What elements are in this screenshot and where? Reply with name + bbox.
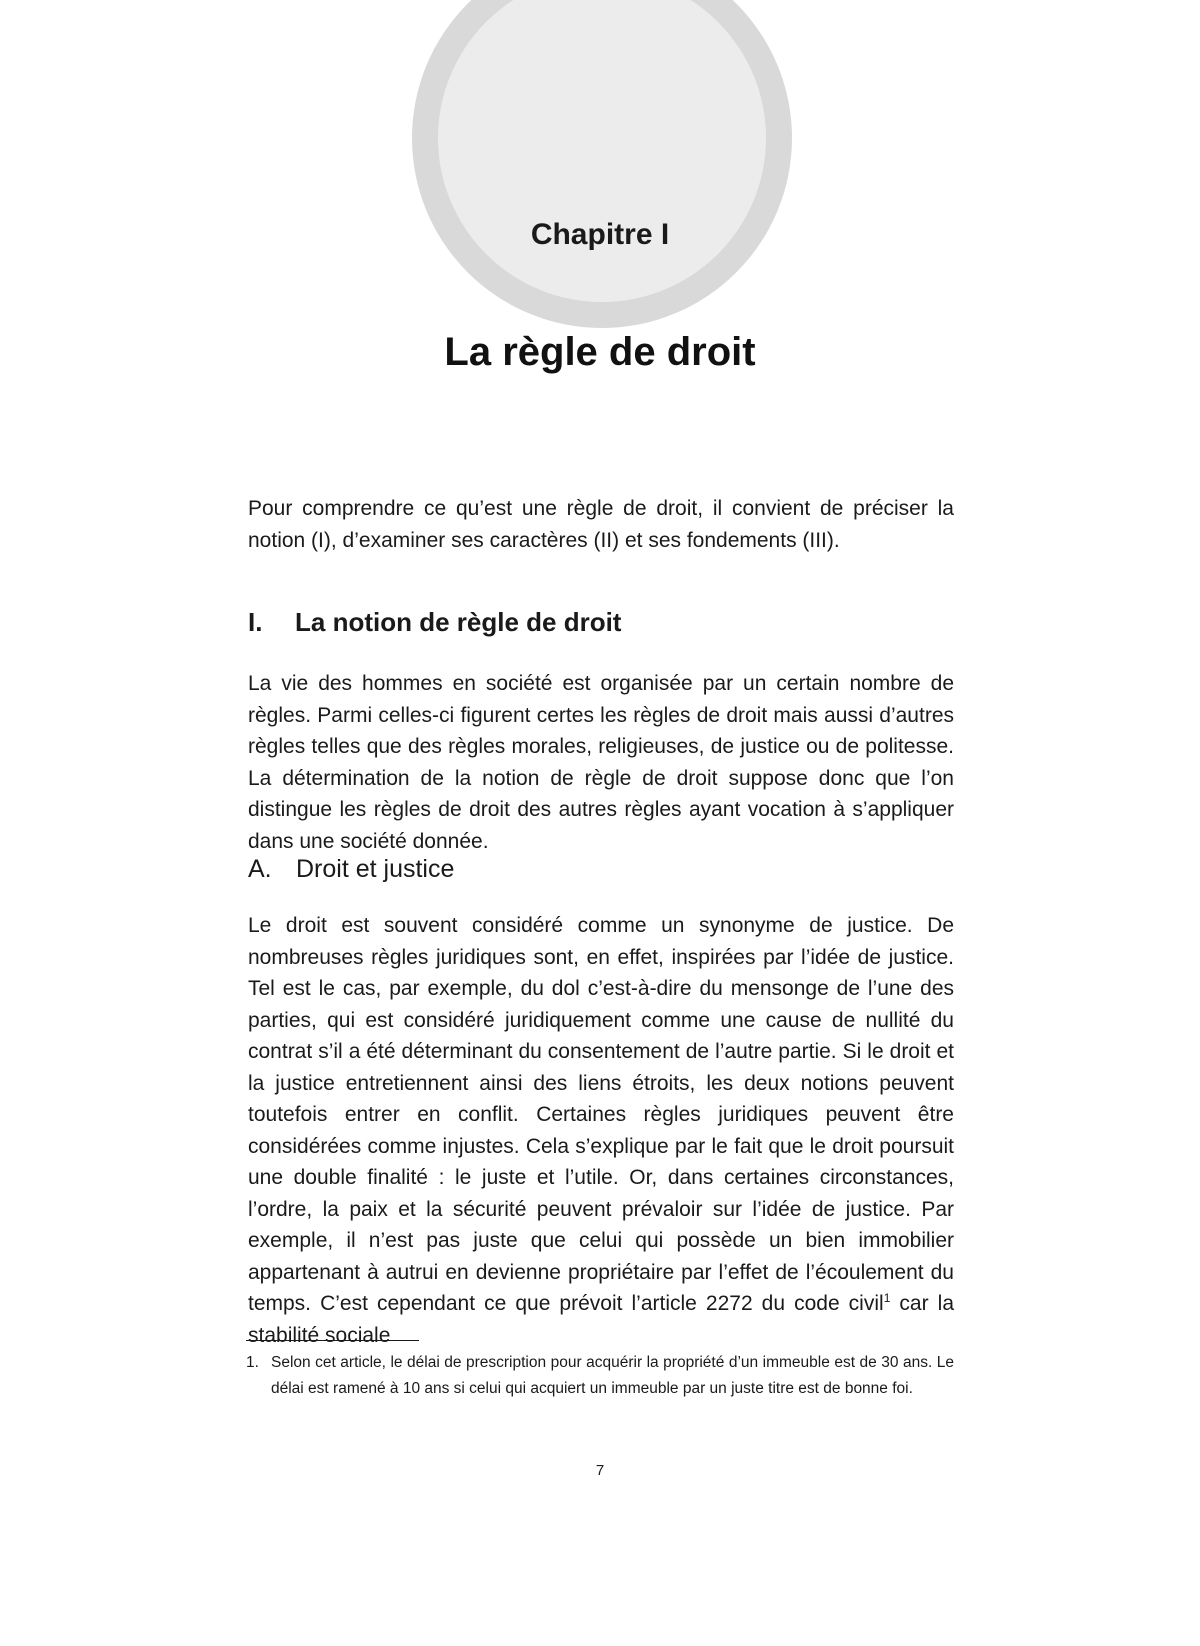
chapter-label: Chapitre I: [530, 218, 670, 251]
paragraph-text: Le droit est souvent considéré comme un synonyme de justice. De nombreuses règles juridiques sont, en effet, inspirées par l’idée de justice. Tel est le cas, par exemple, du dol c’est-à-dire du mensonge de l’une des parties, qui est considéré juridiquement comme une cause de nullité du contrat s’il a été déterminant du consentement de l’autre partie. Si le droit et la justice entretiennent ainsi des liens étroits, les deux notions peuvent toutefois entrer en conflit. Certaines règles juridiques peuvent être considérées comme injustes. Cela s’explique par le fait que le droit poursuit une double finalité : le juste et l’utile. Or, dans certaines circonstances, l’ordre, la paix et la sécurité peuvent prévaloir sur l’idée de justice. Par exemple, il n’est pas juste que celui qui possède un bien immobilier appartenant à autrui en devienne propriétaire par l’effet de l’écoulement du temps. C’est cependant ce que prévoit l’article 2272 du code civil: [248, 914, 954, 1315]
paragraph-text-continued: car la stabilité sociale: [248, 1292, 954, 1347]
section-paragraph: La vie des hommes en société est organisée par un certain nombre de règles. Parmi celles-ci figurent certes les règles de droit mais aussi d’autres règles telles que des règles morales, religieuses, de justice ou de politesse. La détermination de la notion de règle de droit suppose donc que l’on distingue les règles de droit des autres règles ayant vocation à s’appliquer dans une société donnée.: [248, 672, 954, 853]
footnote-text: Selon cet article, le délai de prescription pour acquérir la propriété d’un immeuble est de 30 ans. Le délai est ramené à 10 ans si celui qui acquiert un immeuble par un juste titre est de bonne foi.: [271, 1354, 954, 1397]
section-title: La notion de règle de droit: [295, 607, 622, 637]
section-heading: [248, 607, 954, 638]
footnote-number: 1.: [246, 1354, 259, 1371]
footnote: [246, 1350, 954, 1402]
footnote-divider: [246, 1340, 419, 1341]
subsection-number: A.: [248, 855, 272, 883]
subsection-title: Droit et justice: [296, 855, 455, 883]
chapter-title: La règle de droit: [444, 330, 756, 374]
footnote-reference[interactable]: 1: [883, 1291, 891, 1305]
subsection-heading: [248, 855, 954, 884]
page-number: 7: [595, 1462, 605, 1479]
intro-paragraph: Pour comprendre ce qu’est une règle de droit, il convient de préciser la notion (I), d’examiner ses caractères (II) et ses fondements (III).: [248, 497, 954, 552]
section-number: I.: [248, 607, 263, 637]
subsection-paragraph: [248, 910, 954, 1351]
